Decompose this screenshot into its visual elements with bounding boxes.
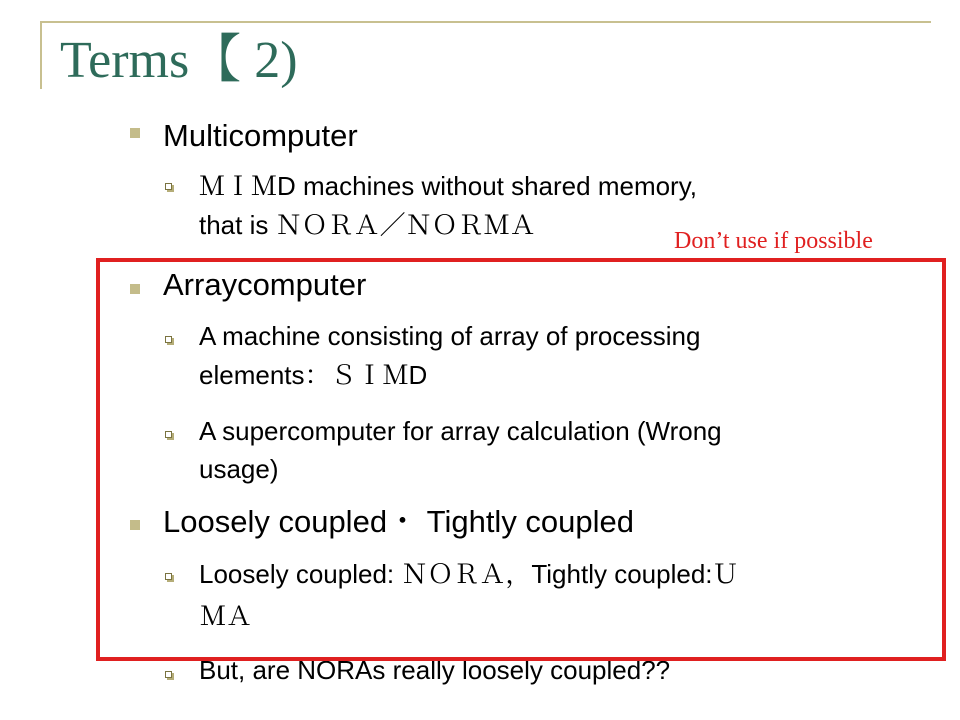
sub-bullet-box-icon xyxy=(165,183,172,190)
sub-item-text-continued: ＭＡ xyxy=(200,601,253,631)
slide-title: Terms【 2) xyxy=(60,32,298,89)
sub-item-text-continued: elements：ＳＩＭD xyxy=(199,360,428,390)
sub-item-text: Loosely coupled: ＮＯＲＡ，Tightly coupled:Ｕ xyxy=(199,559,739,589)
highlight-box xyxy=(96,258,946,661)
sub-item-text: A supercomputer for array calculation (Wrong xyxy=(199,416,722,446)
annotation-note: Don’t use if possible xyxy=(674,228,873,254)
sub-item-text: But, are NORAs really loosely coupled?? xyxy=(199,655,671,685)
sub-item-text: A machine consisting of array of processing xyxy=(199,321,701,351)
sub-item-text: ＭＩＭD machines without shared memory, xyxy=(199,171,698,201)
sub-item-text-continued: usage) xyxy=(199,454,279,484)
bullet-heading-arraycomputer: Arraycomputer xyxy=(163,267,367,302)
bullet-square-icon xyxy=(130,128,140,138)
bullet-heading-multicomputer: Multicomputer xyxy=(163,118,358,153)
bullet-heading-coupling: Loosely coupled・ Tightly coupled xyxy=(163,504,635,539)
sub-bullet-box-icon xyxy=(165,671,172,678)
sub-item-text-continued: that is ＮＯＲＡ／ＮＯＲＭＡ xyxy=(199,210,536,240)
